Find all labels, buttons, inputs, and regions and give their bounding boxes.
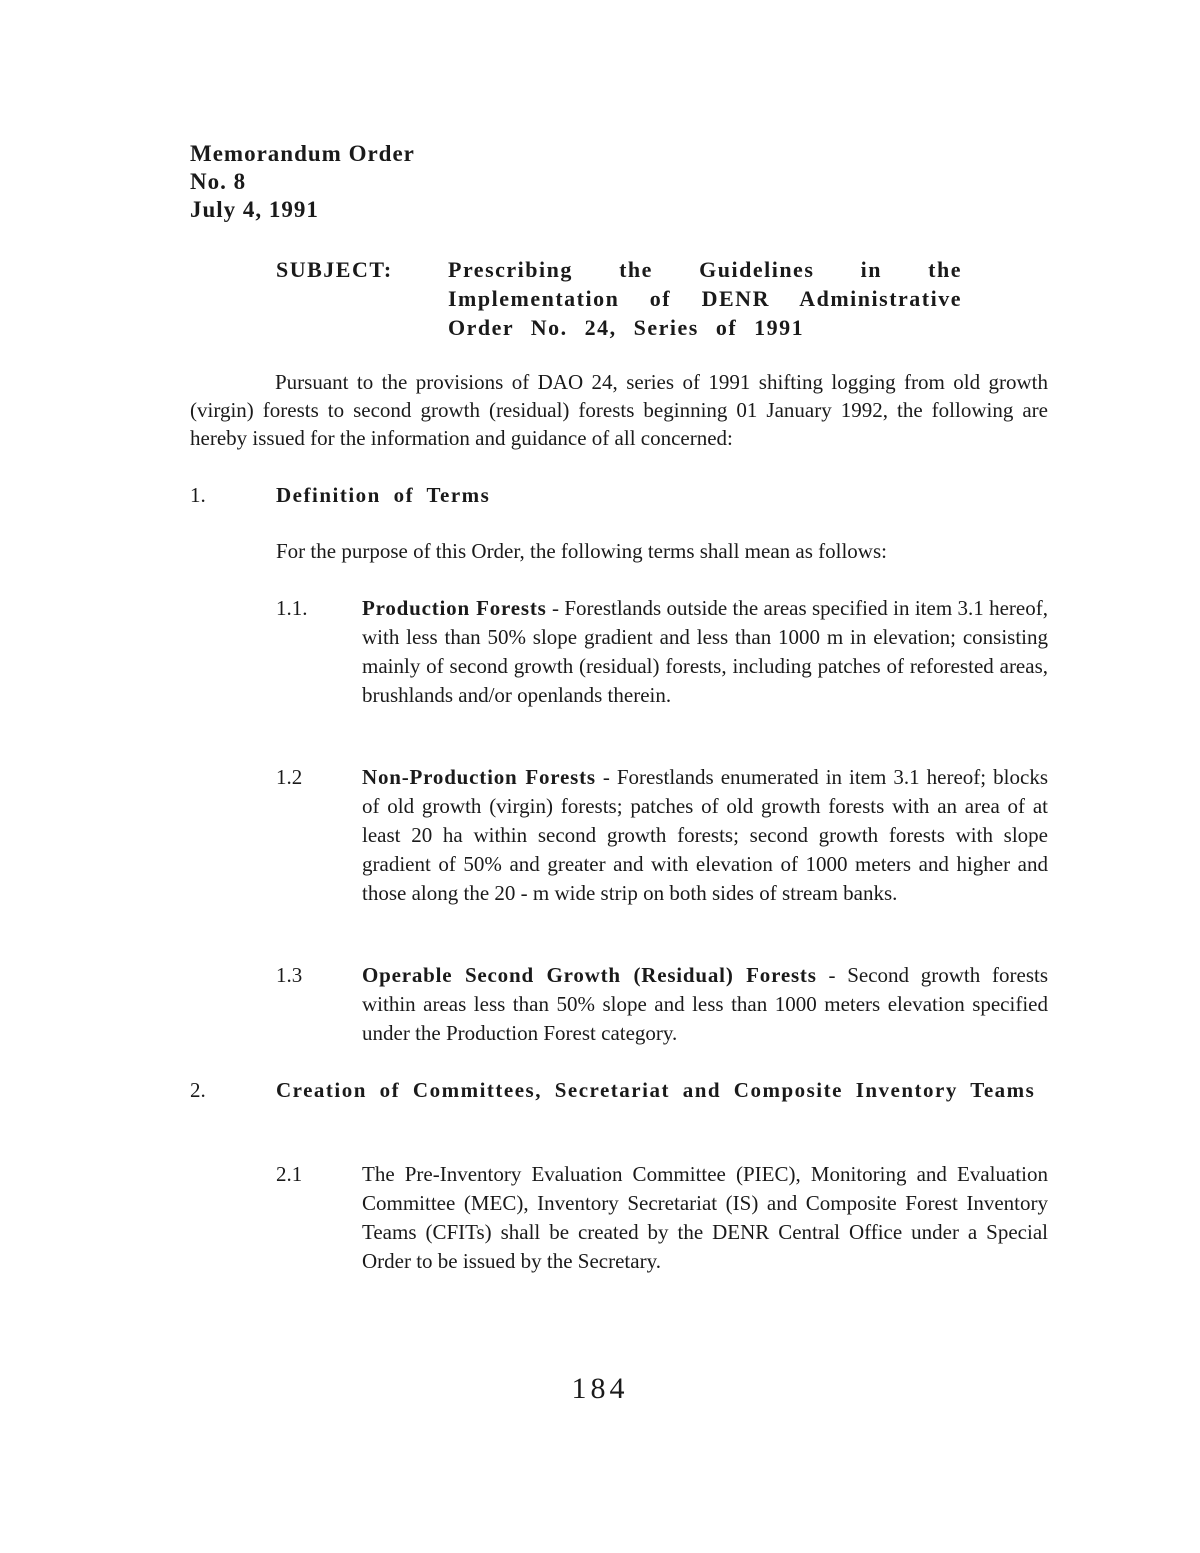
section-2-number: 2. <box>190 1078 206 1102</box>
memo-number: No. 8 <box>190 169 247 194</box>
memo-type: Memorandum Order <box>190 141 415 166</box>
section-1-number: 1. <box>190 483 206 507</box>
item-1-1-term: Production Forests <box>362 596 547 620</box>
item-1-3-term: Operable Second Growth (Residual) Forests <box>362 963 817 987</box>
section-2-title: Creation of Committees, Secretariat and Composite Inventory Teams <box>276 1078 1036 1102</box>
subject-text: Prescribing the Guidelines in the Implementation of DENR Administrative Order No. 24, Series of 1991 <box>448 257 962 340</box>
item-1-3-number: 1.3 <box>276 963 303 987</box>
item-2-1-body: The Pre-Inventory Evaluation Committee (PIEC), Monitoring and Evaluation Committee (MEC), Inventory Secretariat (IS) and Composite Forest Inventory Teams (CFITs) shall be created by the DENR Central Office under a Special Order to be issued by the Secretary. <box>362 1162 1048 1273</box>
item-1-2-term: Non-Production Forests <box>362 765 596 789</box>
page-number: 184 <box>571 1372 629 1405</box>
item-1-2-number: 1.2 <box>276 765 303 789</box>
item-1-1-number: 1.1. <box>276 596 308 620</box>
subject-label: SUBJECT: <box>276 257 393 282</box>
section-1-title: Definition of Terms <box>276 483 491 507</box>
item-1-2-body <box>362 763 1048 908</box>
item-1-3-text: - Second growth forests within areas less than 50% slope and less than 1000 meters elevation specified under the Production Forest category. <box>362 963 1049 1045</box>
item-1-2-text: - Forestlands enumerated in item 3.1 hereof; blocks of old growth (virgin) forests; patches of old growth forests with an area of at least 20 ha within second growth forests; second growth forests with slope gradient of 50% and greater and with elevation of 1000 meters and higher and those along the 20 - m wide strip on both sides of stream banks. <box>362 765 1048 905</box>
item-1-3-body <box>362 961 1048 1048</box>
item-2-1-number: 2.1 <box>276 1162 303 1186</box>
item-1-1-text: - Forestlands outside the areas specified in item 3.1 hereof, with less than 50% slope gradient and less than 1000 m in elevation; consisting mainly of second growth (residual) forests, including patches of reforested areas, brushlands and/or openlands therein. <box>362 596 1048 707</box>
memo-date: July 4, 1991 <box>190 197 319 222</box>
section-1-lead: For the purpose of this Order, the following terms shall mean as follows: <box>276 539 887 563</box>
intro-paragraph: Pursuant to the provisions of DAO 24, series of 1991 shifting logging from old growth (virgin) forests to second growth (residual) forests beginning 01 January 1992, the following are hereby issued for the information and guidance of all concerned: <box>190 370 1048 450</box>
memo-header <box>190 140 415 224</box>
item-1-1-body <box>362 594 1048 710</box>
